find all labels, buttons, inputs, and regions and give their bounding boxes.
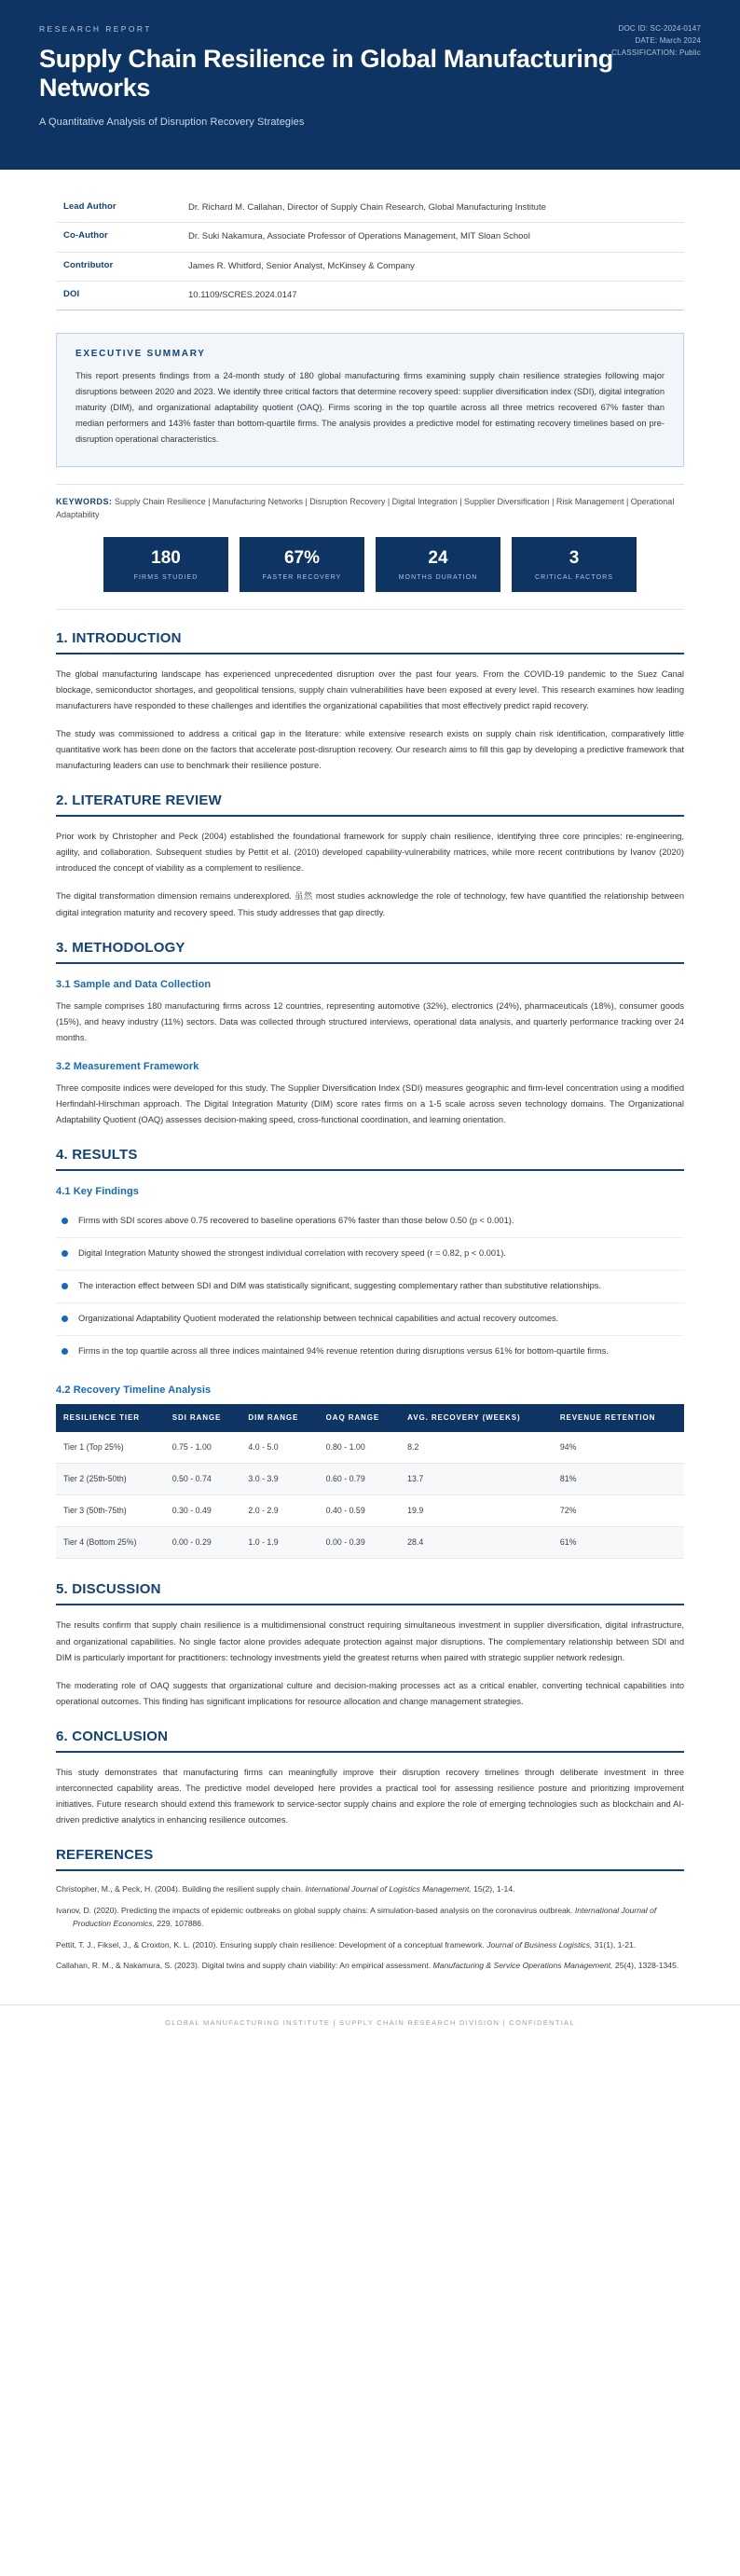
stat-card-months-duration [376, 537, 500, 592]
list-item [56, 1905, 684, 1931]
introduction-paragraph-1: The global manufacturing landscape has experienced unprecedented disruption over the past four years. From the COVID-19 pandemic to the Suez Canal blockage, semiconductor shortages, and geopolitical tensions, supply chain vulnerabilities have been exposed at every level. This research examines how leading manufacturers have responded to these challenges and identifies the organizational capabilities that most effectively predict rapid recovery. [56, 668, 684, 710]
subsection-heading-key-findings: 4.1 Key Findings [56, 1186, 140, 1198]
header-metadata [611, 22, 701, 60]
table-row [56, 281, 684, 310]
literature-paragraph-2: The digital transformation dimension remains underexplored. 虽然 most studies acknowledge the role of technology, few have quantified the relationship between digital integration maturity and recovery speed. This study addresses that gap directly. [56, 891, 684, 917]
discussion-paragraph-2: The moderating role of OAQ suggests that organizational culture and decision-making processes act as a critical enabler, converting technical capabilities into operational outcomes. This finding has significant implications for resource allocation and change management strategies. [56, 1680, 684, 1706]
section-discussion [56, 1581, 684, 1709]
stat-value: 24 [428, 547, 448, 568]
reference-pages: 25(4), 1328-1345. [612, 1961, 679, 1971]
table-row [56, 1463, 684, 1495]
subsection-heading-measurement-framework: 3.2 Measurement Framework [56, 1060, 199, 1072]
section-references [56, 1847, 684, 1973]
section-methodology [56, 940, 684, 1129]
cell-tier: Tier 2 (25th-50th) [56, 1463, 165, 1495]
metadata-value-co-author: Dr. Suki Nakamura, Associate Professor of Operations Management, MIT Sloan School [188, 231, 530, 242]
discussion-paragraph-1: The results confirm that supply chain resilience is a multidimensional construct requiring simultaneous investment in supplier diversification, digital infrastructure, and organizational capabilities. No single factor alone provides adequate protection against major disruptions. The complementary relationship between SDI and DIM is particularly important for practitioners: technology investments yield the greatest returns when paired with strategic supplier network redesign. [56, 1620, 684, 1662]
list-item: Firms with SDI scores above 0.75 recovered to baseline operations 67% faster than those below 0.50 (p < 0.001). [56, 1205, 684, 1238]
metadata-value-contributor: James R. Whitford, Senior Analyst, McKinsey & Company [188, 260, 415, 271]
section-heading-conclusion: 6. CONCLUSION [56, 1728, 169, 1744]
methodology-measurement-text: Three composite indices were developed for this study. The Supplier Diversification Index (SDI) measures geographic and firm-level concentration using a modified Herfindahl-Hirschman approach. The Digital Integration Maturity (DIM) score rates firms on a 1-5 scale across seven technology domains. The Organizational Adaptability Quotient (OAQ) assesses decision-making speed, cross-functional coordination, and learning orientation. [56, 1082, 684, 1125]
keywords-value: Supply Chain Resilience | Manufacturing Networks | Disruption Recovery | Digital Integration | Supplier Diversification | Risk Management | Operational Adaptability [56, 496, 675, 520]
reference-text: Christopher, M., & Peck, H. (2004). Building the resilient supply chain. [56, 1884, 306, 1894]
stat-value: 180 [151, 547, 181, 568]
metadata-value-doi[interactable]: 10.1109/SCRES.2024.0147 [188, 289, 297, 300]
reference-journal: International Journal of Production Economics, [73, 1906, 657, 1928]
keywords-line [56, 495, 684, 522]
table-row [56, 252, 684, 281]
metadata-label-contributor: Contributor [63, 259, 114, 270]
section-heading-results: 4. RESULTS [56, 1147, 138, 1164]
reference-text: Ivanov, D. (2020). Predicting the impacts of epidemic outbreaks on global supply chains: A simulation-based analysis on the coronavirus outbreak. [56, 1906, 575, 1916]
list-item [56, 1883, 684, 1896]
cell-oaq: 0.00 - 0.39 [319, 1527, 400, 1559]
cell-sdi: 0.00 - 0.29 [165, 1527, 241, 1559]
executive-summary-text: This report presents findings from a 24-month study of 180 global manufacturing firms examining supply chain resilience strategies following major disruptions between 2020 and 2023. We identify three critical factors that determine recovery speed: supplier diversification index (SDI), digital integration maturity (DIM), and organizational adaptability quotient (OAQ). Firms scoring in the top quartile across all three metrics recovered 67% faster than median performers and 143% faster than bottom-quartile firms. The analysis provides a predictive model for estimating recovery timelines based on pre-disruption operational characteristics. [75, 371, 665, 444]
list-item [56, 1960, 684, 1973]
subsection-heading-sample-data-collection: 3.1 Sample and Data Collection [56, 978, 212, 990]
metadata-value-lead-author: Dr. Richard M. Callahan, Director of Supply Chain Research, Global Manufacturing Institute [188, 202, 546, 213]
references-list [56, 1883, 684, 1973]
section-rule [56, 1604, 684, 1605]
reference-pages: 229, 107886. [154, 1918, 204, 1928]
cell-sdi: 0.50 - 0.74 [165, 1463, 241, 1495]
cell-tier: Tier 3 (50th-75th) [56, 1495, 165, 1527]
introduction-paragraph-2: The study was commissioned to address a critical gap in the literature: while extensive research exists on supply chain risk identification, comparatively little quantitative work has been done on the factors that accelerate post-disruption recovery. Our research aims to fill this gap by developing a predictive framework that manufacturing leaders can use to benchmark their resilience posture. [56, 728, 684, 771]
section-conclusion [56, 1729, 684, 1828]
executive-summary-box [56, 333, 684, 467]
column-header-dim-range: DIM RANGE [240, 1404, 318, 1432]
header-classification: CLASSIFICATION: Public [611, 48, 701, 58]
stat-label: MONTHS DURATION [398, 573, 478, 581]
keywords-label: KEYWORDS: [56, 496, 113, 506]
stat-label: CRITICAL FACTORS [534, 573, 614, 581]
reference-journal: Manufacturing & Service Operations Management, [432, 1961, 613, 1971]
cell-recovery: 8.2 [400, 1432, 553, 1464]
literature-paragraph-1: Prior work by Christopher and Peck (2004) established the foundational framework for supply chain resilience, identifying three core principles: re-engineering, agility, and collaboration. Subsequent studies by Pettit et al. (2010) developed capability-vulnerability matrices, while more recent contributions by Ivanov (2020) introduced the concept of viability as a complement to resilience. [56, 832, 684, 874]
reference-journal: Journal of Business Logistics, [486, 1939, 593, 1949]
cell-oaq: 0.80 - 1.00 [319, 1432, 400, 1464]
document-footer: GLOBAL MANUFACTURING INSTITUTE | SUPPLY CHAIN RESEARCH DIVISION | CONFIDENTIAL [0, 2004, 740, 2046]
header-doc-id: DOC ID: SC-2024-0147 [618, 24, 701, 33]
stat-value: 67% [283, 547, 321, 568]
reference-text: Pettit, T. J., Fiksel, J., & Croxton, K. L. (2010). Ensuring supply chain resilience: Development of a conceptual framework. [56, 1939, 487, 1949]
section-results [56, 1147, 684, 1559]
section-rule [56, 1869, 684, 1871]
table-row [56, 223, 684, 252]
statistics-divider [56, 609, 684, 610]
column-header-resilience-tier: RESILIENCE TIER [56, 1404, 165, 1432]
section-heading-methodology: 3. METHODOLOGY [56, 939, 185, 956]
cell-sdi: 0.30 - 0.49 [165, 1495, 241, 1527]
document-body [0, 170, 740, 1973]
reference-pages: 31(1), 1-21. [592, 1939, 637, 1949]
cell-oaq: 0.40 - 0.59 [319, 1495, 400, 1527]
section-heading-introduction: 1. INTRODUCTION [56, 629, 182, 646]
page-subtitle: A Quantitative Analysis of Disruption Recovery Strategies [39, 116, 305, 128]
stat-card-faster-recovery [240, 537, 364, 592]
cell-dim: 3.0 - 3.9 [240, 1463, 318, 1495]
cell-retention: 72% [553, 1495, 684, 1527]
table-row [56, 1432, 684, 1464]
list-item: Organizational Adaptability Quotient moderated the relationship between technical capabilities and actual recovery outcomes. [56, 1303, 684, 1336]
list-item [56, 1939, 684, 1952]
list-item: Firms in the top quartile across all three indices maintained 94% revenue retention during disruptions versus 61% for bottom-quartile firms. [56, 1336, 684, 1368]
reference-journal: International Journal of Logistics Management, [305, 1884, 472, 1894]
column-header-revenue-retention: REVENUE RETENTION [553, 1404, 684, 1432]
section-heading-references: REFERENCES [56, 1847, 154, 1864]
stat-label: FASTER RECOVERY [262, 573, 342, 581]
section-rule [56, 653, 684, 654]
cell-sdi: 0.75 - 1.00 [165, 1432, 241, 1464]
cell-recovery: 19.9 [400, 1495, 553, 1527]
section-introduction [56, 630, 684, 775]
table-header-row [56, 1404, 684, 1432]
metadata-label-doi: DOI [63, 288, 80, 299]
page-title: Supply Chain Resilience in Global Manufacturing Networks [39, 45, 613, 103]
section-heading-literature-review: 2. LITERATURE REVIEW [56, 792, 222, 809]
cell-recovery: 28.4 [400, 1527, 553, 1559]
section-rule [56, 1751, 684, 1753]
metadata-label-co-author: Co-Author [63, 230, 108, 241]
cell-dim: 1.0 - 1.9 [240, 1527, 318, 1559]
section-rule [56, 1169, 684, 1171]
keywords-divider [56, 484, 684, 485]
metadata-label-lead-author: Lead Author [63, 201, 116, 212]
cell-retention: 81% [553, 1463, 684, 1495]
statistics-row [56, 537, 684, 592]
list-item: Digital Integration Maturity showed the strongest individual correlation with recovery speed (r = 0.82, p < 0.001). [56, 1238, 684, 1271]
stat-card-critical-factors [512, 537, 637, 592]
document-header [0, 0, 740, 170]
key-findings-list [56, 1205, 684, 1368]
subsection-heading-recovery-timeline: 4.2 Recovery Timeline Analysis [56, 1384, 212, 1397]
header-eyebrow: RESEARCH REPORT [39, 24, 152, 34]
section-literature-review [56, 792, 684, 920]
reference-pages: 15(2), 1-14. [471, 1884, 515, 1894]
metadata-table [56, 194, 684, 310]
section-heading-discussion: 5. DISCUSSION [56, 1581, 161, 1598]
cell-dim: 2.0 - 2.9 [240, 1495, 318, 1527]
table-row [56, 194, 684, 223]
table-row [56, 1495, 684, 1527]
methodology-sample-text: The sample comprises 180 manufacturing firms across 12 countries, representing automotive (32%), electronics (24%), pharmaceuticals (18%), consumer goods (15%), and heavy industry (11%) sectors. Data was collected through structured interviews, operational data analysis, and quarterly performance tracking over 24 months. [56, 1000, 684, 1042]
cell-dim: 4.0 - 5.0 [240, 1432, 318, 1464]
stat-card-firms-studied [103, 537, 228, 592]
cell-retention: 61% [553, 1527, 684, 1559]
recovery-timeline-table [56, 1404, 684, 1559]
column-header-oaq-range: OAQ RANGE [319, 1404, 400, 1432]
cell-oaq: 0.60 - 0.79 [319, 1463, 400, 1495]
cell-retention: 94% [553, 1432, 684, 1464]
executive-summary-title: EXECUTIVE SUMMARY [75, 349, 206, 359]
conclusion-paragraph-1: This study demonstrates that manufacturing firms can meaningfully improve their disruption recovery timelines through deliberate investment in three interconnected capability areas. The predictive model developed here provides a practical tool for assessing resilience posture and prioritizing improvement initiatives. Future research should extend this framework to service-sector supply chains and explore the role of emerging technologies such as blockchain and AI-driven predictive analytics in enhancing resilience outcomes. [56, 1767, 684, 1825]
column-header-avg-recovery: AVG. RECOVERY (WEEKS) [400, 1404, 553, 1432]
table-row [56, 1527, 684, 1559]
stat-value: 3 [569, 547, 580, 568]
cell-tier: Tier 4 (Bottom 25%) [56, 1527, 165, 1559]
stat-label: FIRMS STUDIED [133, 573, 199, 581]
cell-tier: Tier 1 (Top 25%) [56, 1432, 165, 1464]
section-rule [56, 962, 684, 964]
column-header-sdi-range: SDI RANGE [165, 1404, 241, 1432]
list-item: The interaction effect between SDI and DIM was statistically significant, suggesting complementary rather than substitutive relationships. [56, 1271, 684, 1303]
header-date: DATE: March 2024 [635, 36, 701, 46]
reference-text: Callahan, R. M., & Nakamura, S. (2023). Digital twins and supply chain viability: An empirical assessment. [56, 1961, 433, 1971]
cell-recovery: 13.7 [400, 1463, 553, 1495]
section-rule [56, 815, 684, 817]
